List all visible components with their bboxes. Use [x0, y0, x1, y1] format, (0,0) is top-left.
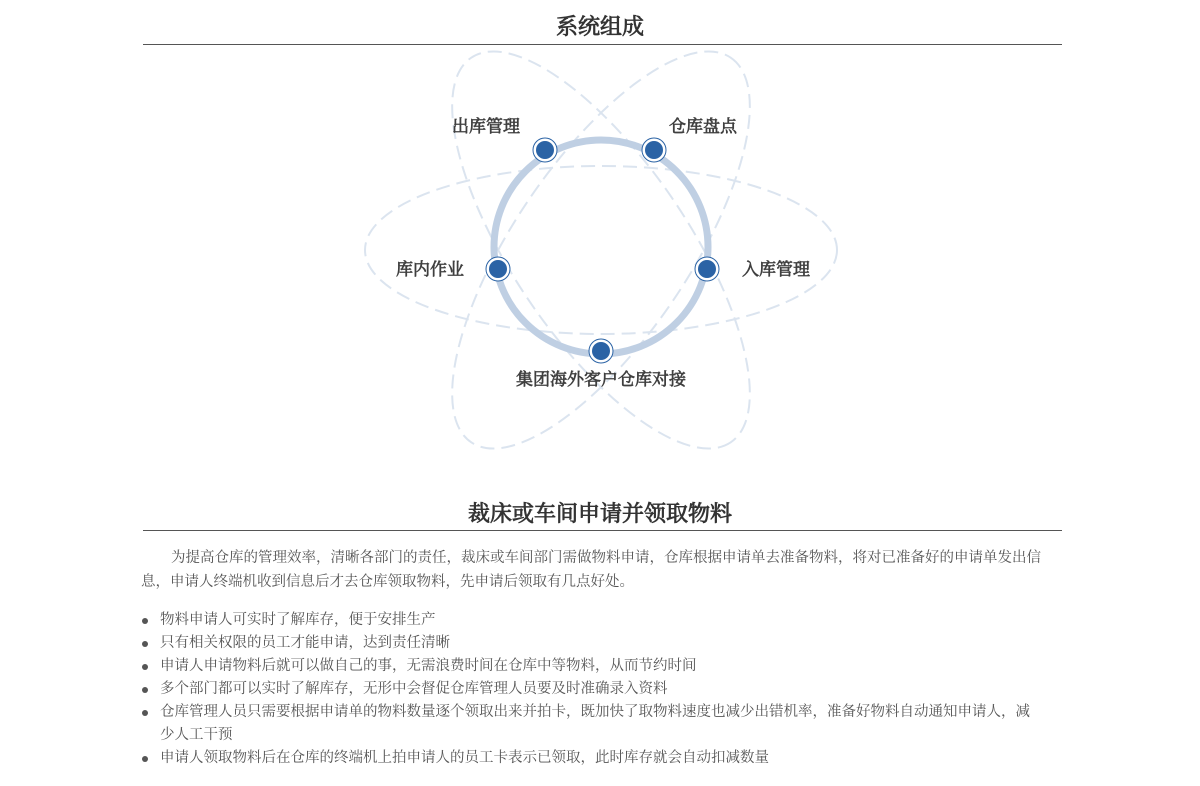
module-node-inhouse[interactable] — [396, 257, 510, 281]
orbit-left-tilt — [398, 8, 803, 470]
core-ring — [494, 140, 708, 354]
benefit-list — [141, 609, 1041, 770]
module-label-overseas: 集团海外客户仓库对接 — [516, 370, 686, 389]
orbit-group — [365, 8, 837, 470]
module-label-stocktake: 仓库盘点 — [669, 117, 737, 136]
node-dot — [536, 141, 554, 159]
module-node-inbound[interactable] — [695, 257, 811, 281]
module-node-overseas[interactable] — [516, 339, 686, 389]
node-dot — [489, 260, 507, 278]
node-dot — [592, 342, 610, 360]
module-label-inbound: 入库管理 — [742, 260, 810, 279]
system-title: 系统组成 — [555, 14, 644, 39]
module-label-outbound: 出库管理 — [452, 117, 520, 136]
benefit-item: 多个部门都可以实时了解库存，无形中会督促仓库管理人员要及时准确录入资料 — [141, 678, 1041, 701]
module-label-inhouse: 库内作业 — [396, 260, 464, 279]
module-node-outbound[interactable] — [452, 116, 557, 162]
orbit-right-tilt — [398, 8, 803, 470]
benefit-item: 只有相关权限的员工才能申请，达到责任清晰 — [141, 632, 1041, 655]
benefit-item: 物料申请人可实时了解库存，便于安排生产 — [141, 609, 1041, 632]
benefit-item: 仓库管理人员只需要根据申请单的物料数量逐个领取出来并拍卡，既加快了取物料速度也减少出错机率，准备好物料自动通知申请人，减少人工干预 — [141, 701, 1041, 747]
benefit-item: 申请人领取物料后在仓库的终端机上拍申请人的员工卡表示已领取，此时库存就会自动扣减数量 — [141, 747, 1041, 770]
requisition-title-rule — [143, 530, 1062, 531]
node-dot — [645, 141, 663, 159]
requisition-title: 裁床或车间申请并领取物料 — [467, 501, 732, 526]
benefit-item: 申请人申请物料后就可以做自己的事，无需浪费时间在仓库中等物料，从而节约时间 — [141, 655, 1041, 678]
orbit-horizontal — [365, 166, 837, 334]
module-node-stocktake[interactable] — [642, 116, 738, 162]
requisition-intro: 为提高仓库的管理效率，清晰各部门的责任，裁床或车间部门需做物料申请，仓库根据申请单去准备物料，将对已准备好的申请单发出信息，申请人终端机收到信息后才去仓库领取物料，先申请后领取有几点好处。 — [141, 550, 1041, 590]
node-dot — [698, 260, 716, 278]
